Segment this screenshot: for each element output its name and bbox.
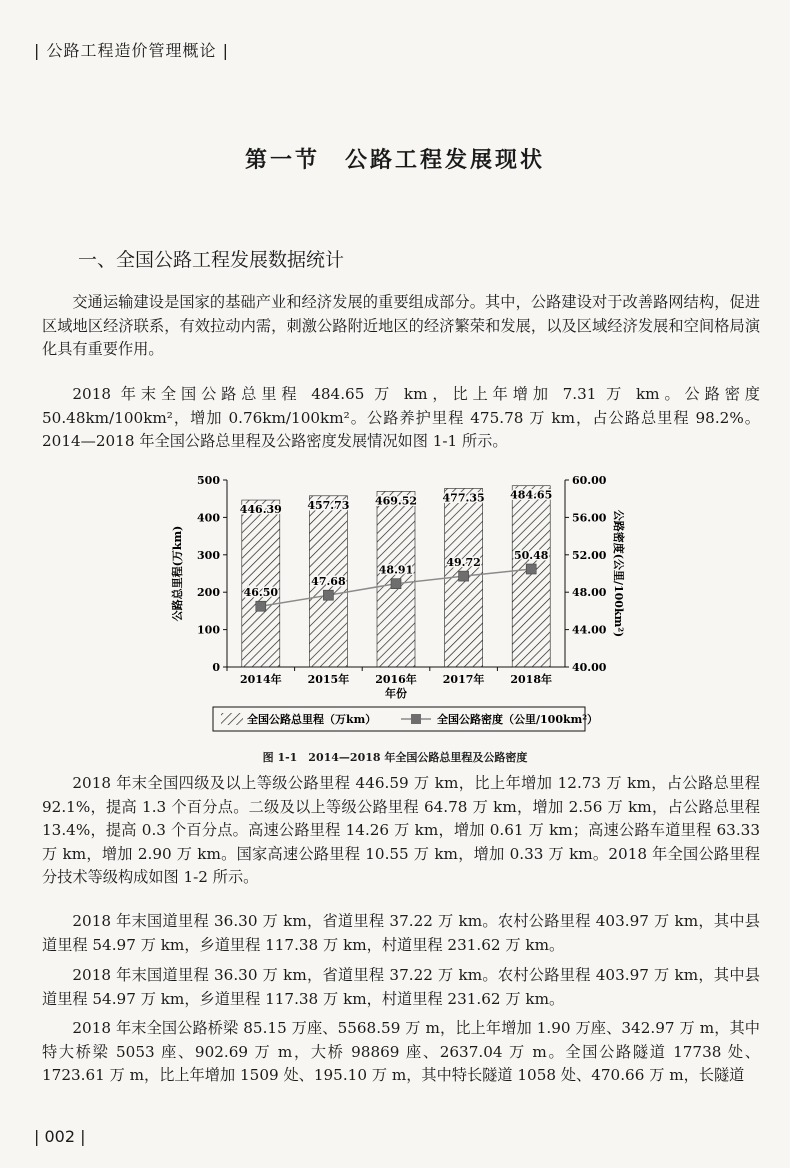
x-tick-label: 2018年 [510, 673, 553, 686]
section-title: 第一节 公路工程发展现状 [244, 147, 545, 173]
right-tick-label: 40.00 [572, 661, 607, 674]
legend-marker-swatch [411, 714, 421, 724]
bar-value-label: 457.73 [307, 498, 350, 512]
density-point [526, 564, 536, 574]
density-point [391, 579, 401, 589]
left-tick-label: 100 [197, 623, 220, 637]
density-value-label: 48.91 [378, 563, 414, 577]
x-tick-label: 2015年 [307, 673, 350, 686]
density-point [323, 590, 333, 600]
paragraph-2: 2018 年末全国公路总里程 484.65 万 km，比上年增加 7.31 万 km。公路密度 50.48km/100km²，增加 0.76km/100km²。公路养护里程 475.78 万 km，占公路总里程 98.2%。2014—2018 年全国公路总里程及公路密度发展情况如图 1-1 所示。 [42, 385, 760, 450]
running-header: | 公路工程造价管理概论 | [34, 41, 229, 60]
paragraph-5: 2018 年末国道里程 36.30 万 km，省道里程 37.22 万 km。农村公路里程 403.97 万 km，其中县道里程 54.97 万 km，乡道里程 117.38 万 km，村道里程 231.62 万 km。 [42, 966, 760, 1008]
figure-caption: 图 1-1 2014—2018 年全国公路总里程及公路密度 [262, 751, 528, 764]
legend-bar-swatch [221, 713, 243, 725]
right-tick-label: 48.00 [572, 586, 607, 600]
page-number: | 002 | [34, 1127, 86, 1146]
x-tick-label: 2016年 [375, 673, 417, 686]
left-tick-label: 300 [197, 548, 220, 562]
right-tick-label: 56.00 [572, 511, 607, 525]
subsection-title: 一、全国公路工程发展数据统计 [78, 249, 345, 271]
right-tick-label: 60.00 [572, 474, 607, 487]
density-point [256, 601, 266, 611]
bar-value-label: 446.39 [239, 503, 282, 517]
bar-value-label: 484.65 [510, 488, 553, 502]
x-axis-title: 年份 [385, 687, 407, 700]
right-tick-label: 44.00 [572, 623, 607, 637]
left-axis-title: 公路总里程(万km) [171, 525, 184, 622]
density-point [459, 571, 469, 581]
legend-line-label: 全国公路密度（公里/100km²） [437, 713, 599, 726]
x-tick-label: 2014年 [239, 673, 282, 686]
left-tick-label: 200 [197, 586, 220, 600]
density-value-label: 50.48 [513, 549, 549, 563]
bar-value-label: 469.52 [374, 494, 418, 508]
paragraph-4: 2018 年末国道里程 36.30 万 km，省道里程 37.22 万 km。农村公路里程 403.97 万 km，其中县道里程 54.97 万 km，乡道里程 117.38 万 km，村道里程 231.62 万 km。 [42, 912, 760, 954]
left-tick-label: 500 [197, 474, 220, 487]
bar-value-label: 477.35 [442, 491, 485, 505]
paragraph-1: 交通运输建设是国家的基础产业和经济发展的重要组成部分。其中，公路建设对于改善路网结构，促进区域地区经济联系，有效拉动内需，刺激公路附近地区的经济繁荣和发展，以及区域经济发展和空间格局演化具有重要作用。 [42, 293, 760, 358]
density-value-label: 47.68 [311, 575, 346, 589]
legend-bar-label: 全国公路总里程（万km） [247, 713, 377, 726]
figure-1-1 [165, 465, 625, 745]
x-tick-label: 2017年 [442, 673, 485, 686]
paragraph-6: 2018 年末全国公路桥梁 85.15 万座、5568.59 万 m，比上年增加 1.90 万座、342.97 万 m，其中特大桥梁 5053 座、902.69 万 m，大桥 98869 座、2637.04 万 m。全国公路隧道 17738 处、1723.61 万 m，比上年增加 1509 处、195.10 万 m，其中特长隧道 1058 处、470.66 万 m，长隧道 [42, 1019, 760, 1084]
left-tick-label: 0 [212, 661, 220, 674]
density-value-label: 46.50 [243, 586, 279, 600]
chart-svg [165, 465, 625, 745]
paragraph-3: 2018 年末全国四级及以上等级公路里程 446.59 万 km，比上年增加 12.73 万 km，占公路总里程 92.1%，提高 1.3 个百分点。二级及以上等级公路里程 64.78 万 km，增加 2.56 万 km，占公路总里程 13.4%，提高 0.3 个百分点。高速公路里程 14.26 万 km，增加 0.61 万 km；高速公路车道里程 63.33 万 km，增加 2.90 万 km。国家高速公路里程 10.55 万 km，增加 0.33 万 km。2018 年全国公路里程分技术等级构成如图 1-2 所示。 [42, 774, 760, 886]
right-tick-label: 52.00 [572, 548, 607, 562]
density-value-label: 49.72 [446, 556, 481, 570]
left-tick-label: 400 [197, 511, 220, 525]
bar-2014年 [239, 500, 282, 667]
bar-2018年 [510, 486, 553, 667]
right-axis-title: 公路密度(公里/100km²) [612, 509, 625, 638]
